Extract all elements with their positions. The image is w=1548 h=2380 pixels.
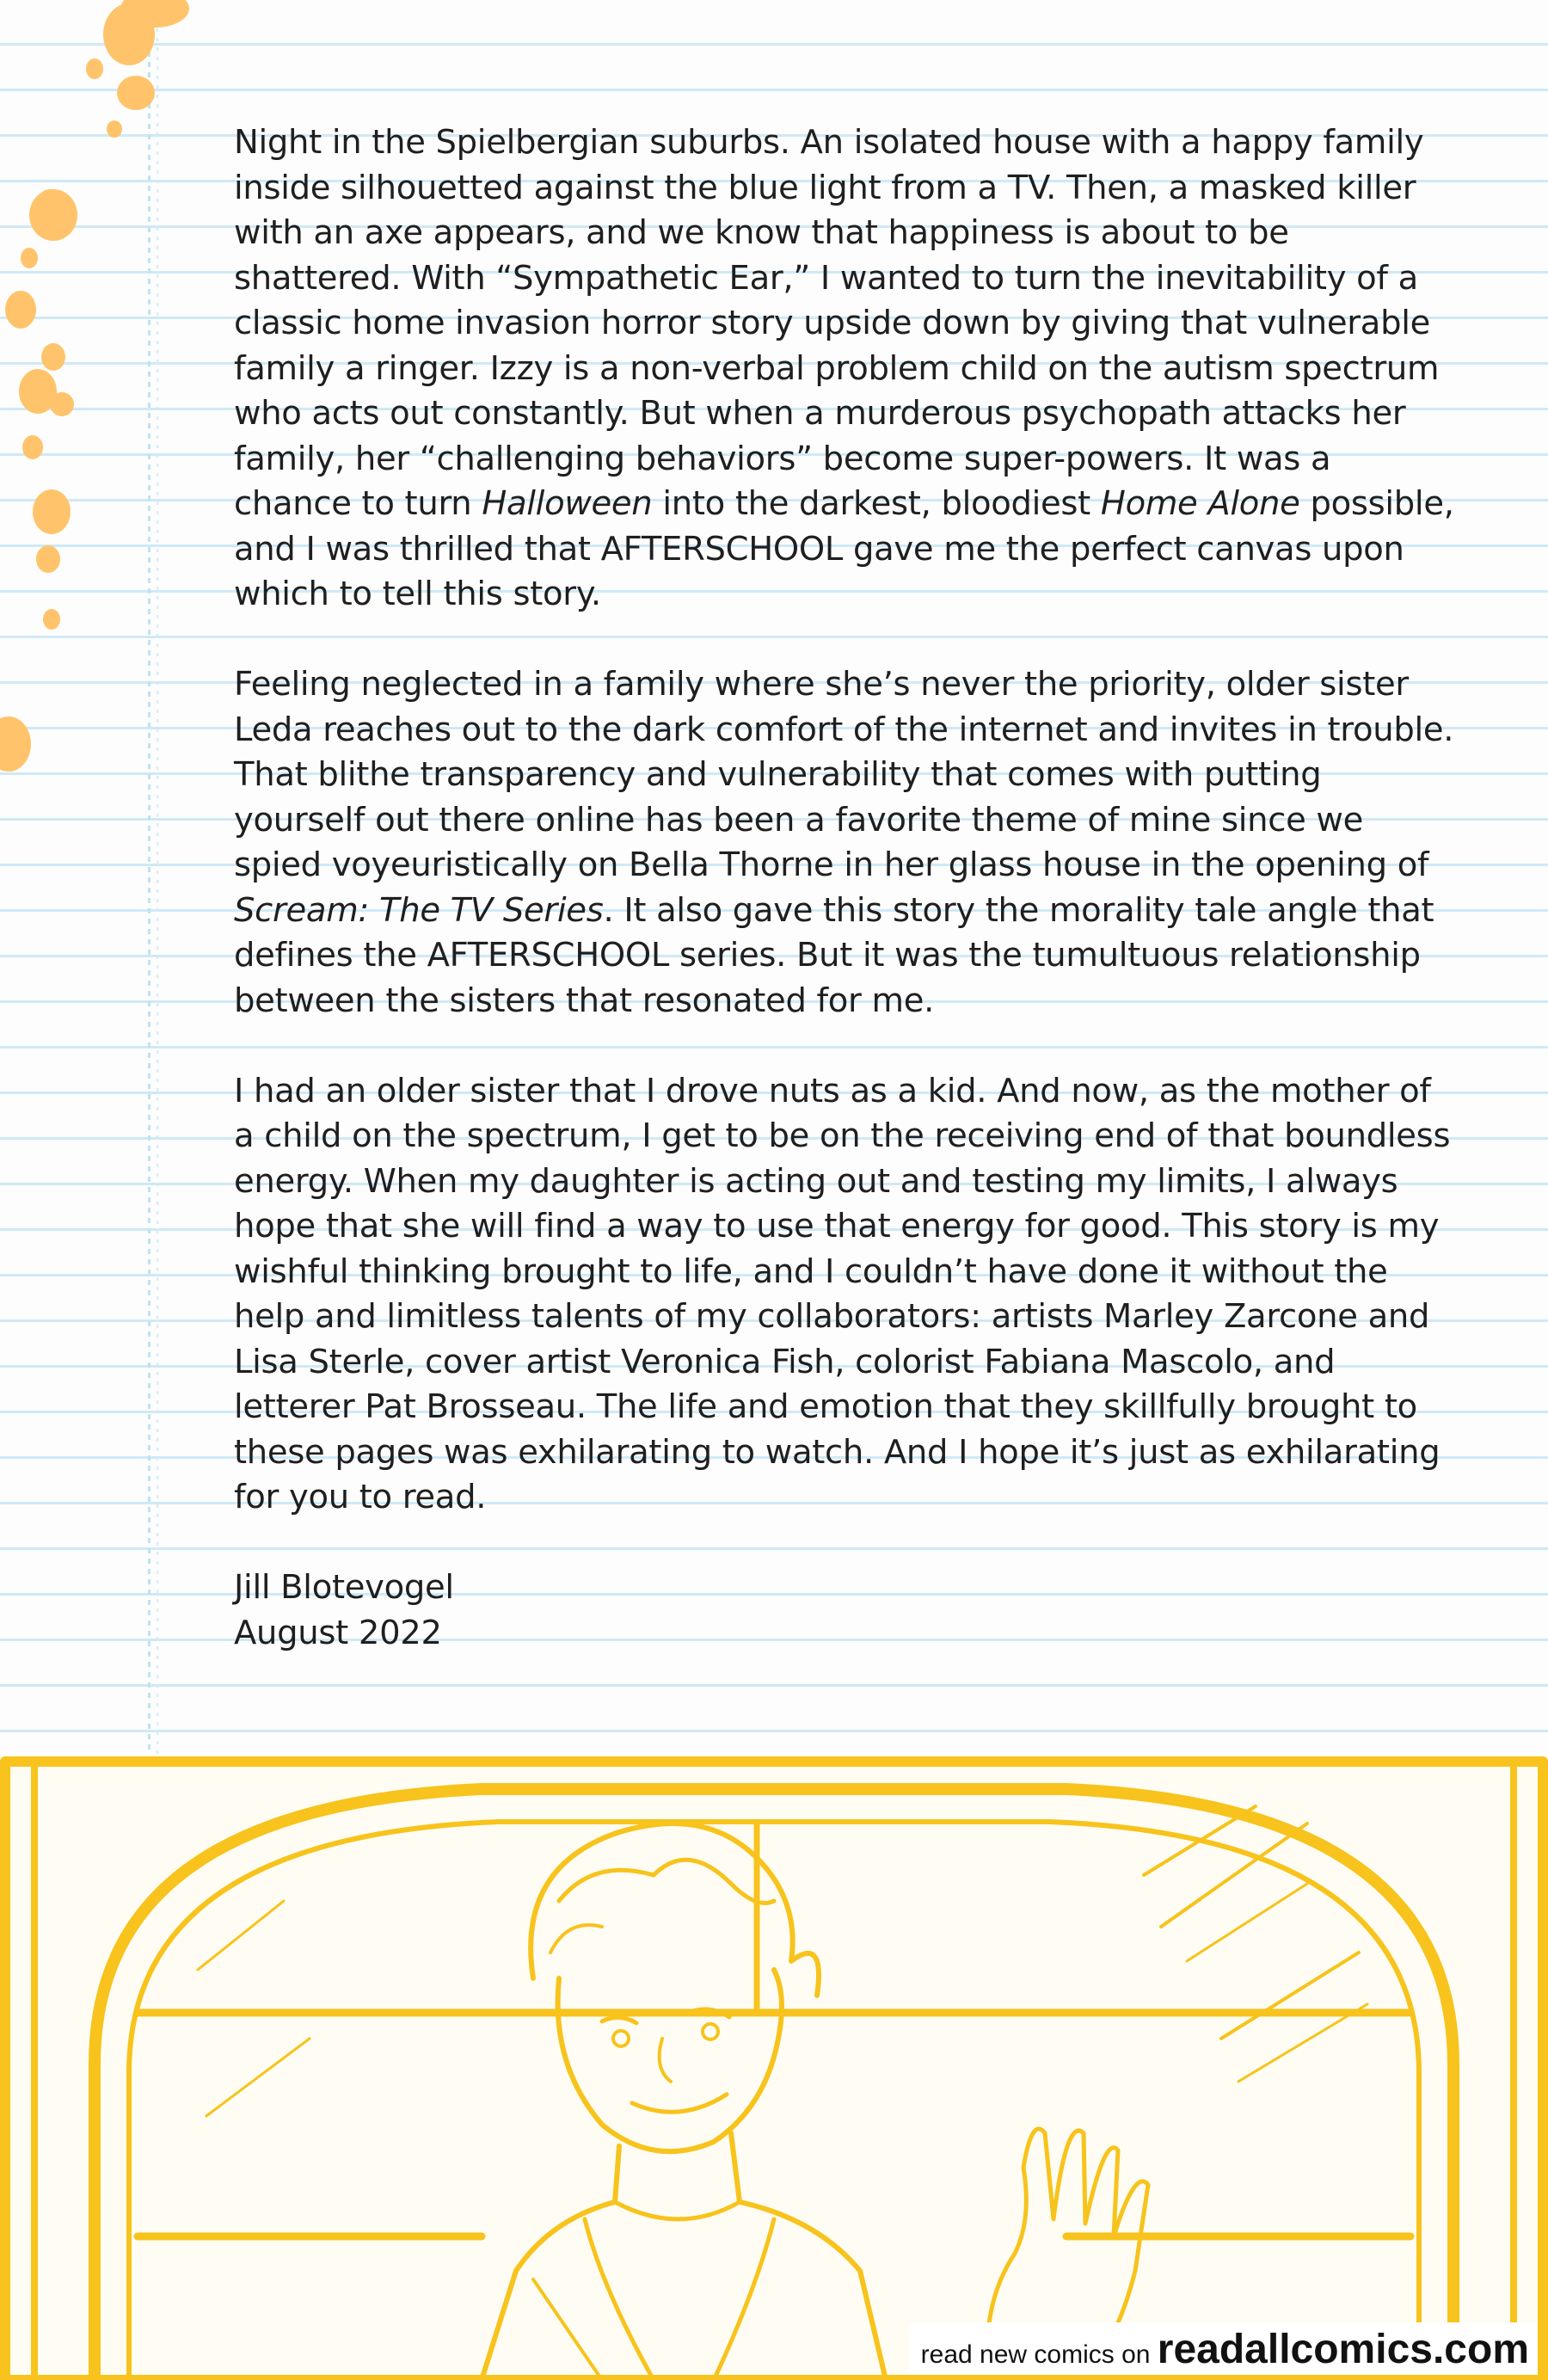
paragraph-1-text-a: Night in the Spielbergian suburbs. An isolated house with a happy family inside silhouetted against the blue light from a TV. Then, a masked killer with an axe appears, and we know that happiness is about to be shattered. With “Sympathetic Ear,” I wanted to turn the inevitability of a classic home invasion horror story upside down by giving that vulnerable family a ringer. Izzy is a non-verbal problem child on the autism spectrum who acts out constantly. But when a murderous psychopath attacks her family, her “challenging behaviors” become super-powers. It was a chance to turn (234, 123, 1440, 523)
paragraph-1-text-c: possible, and I was thrilled that AFTERSCHOOL gave me the perfect canvas upon which to tell this story. (234, 484, 1454, 613)
paragraph-1-title-halloween: Halloween (482, 484, 653, 523)
paragraph-2-text-a: Feeling neglected in a family where she’s never the priority, older sister Leda reaches out to the dark comfort of the internet and invites in trouble. That blithe transparency and vulnerability that comes with putting yourself out there online has been a favorite theme of mine since we spied voyeuristically on Bella Thorne in her glass house in the opening of (234, 665, 1454, 884)
source-watermark (909, 2322, 1538, 2375)
illustration-panel (0, 1755, 1548, 2380)
letter-date: August 2022 (234, 1613, 442, 1652)
paragraph-1-text-b: into the darkest, bloodiest (652, 484, 1101, 523)
letter-text (234, 120, 1455, 1656)
author-name: Jill Blotevogel (234, 1568, 454, 1607)
watermark-prefix: read new comics on (920, 2340, 1158, 2369)
yellow-line-art-illustration (0, 1755, 1548, 2380)
paragraph-2 (234, 662, 1455, 1024)
paragraph-2-text-b: . It also gave this story the morality tale angle that defines the AFTERSCHOOL series. But it was the tumultuous relationship between the sisters that resonated for me. (234, 890, 1434, 1020)
paragraph-2-title-scream: Scream: The TV Series (234, 890, 604, 930)
paint-splatter-decoration (0, 0, 206, 791)
paragraph-3: I had an older sister that I drove nuts as a kid. And now, as the mother of a child on the spectrum, I get to be on the receiving end of that boundless energy. When my daughter is acting out and testing my limits, I always hope that she will find a way to use that energy for good. This story is my wishful thinking brought to life, and I couldn’t have done it without the help and limitless talents of my collaborators: artists Marley Zarcone and Lisa Sterle, cover artist Veronica Fish, colorist Fabiana Mascolo, and letterer Pat Brosseau. The life and emotion that they skillfully brought to these pages was exhilarating to watch. And I hope it’s just as exhilarating for you to read. (234, 1071, 1451, 1516)
paragraph-1 (234, 120, 1455, 618)
paragraph-1-title-home-alone: Home Alone (1100, 484, 1300, 523)
watermark-site: readallcomics.com (1157, 2327, 1529, 2372)
